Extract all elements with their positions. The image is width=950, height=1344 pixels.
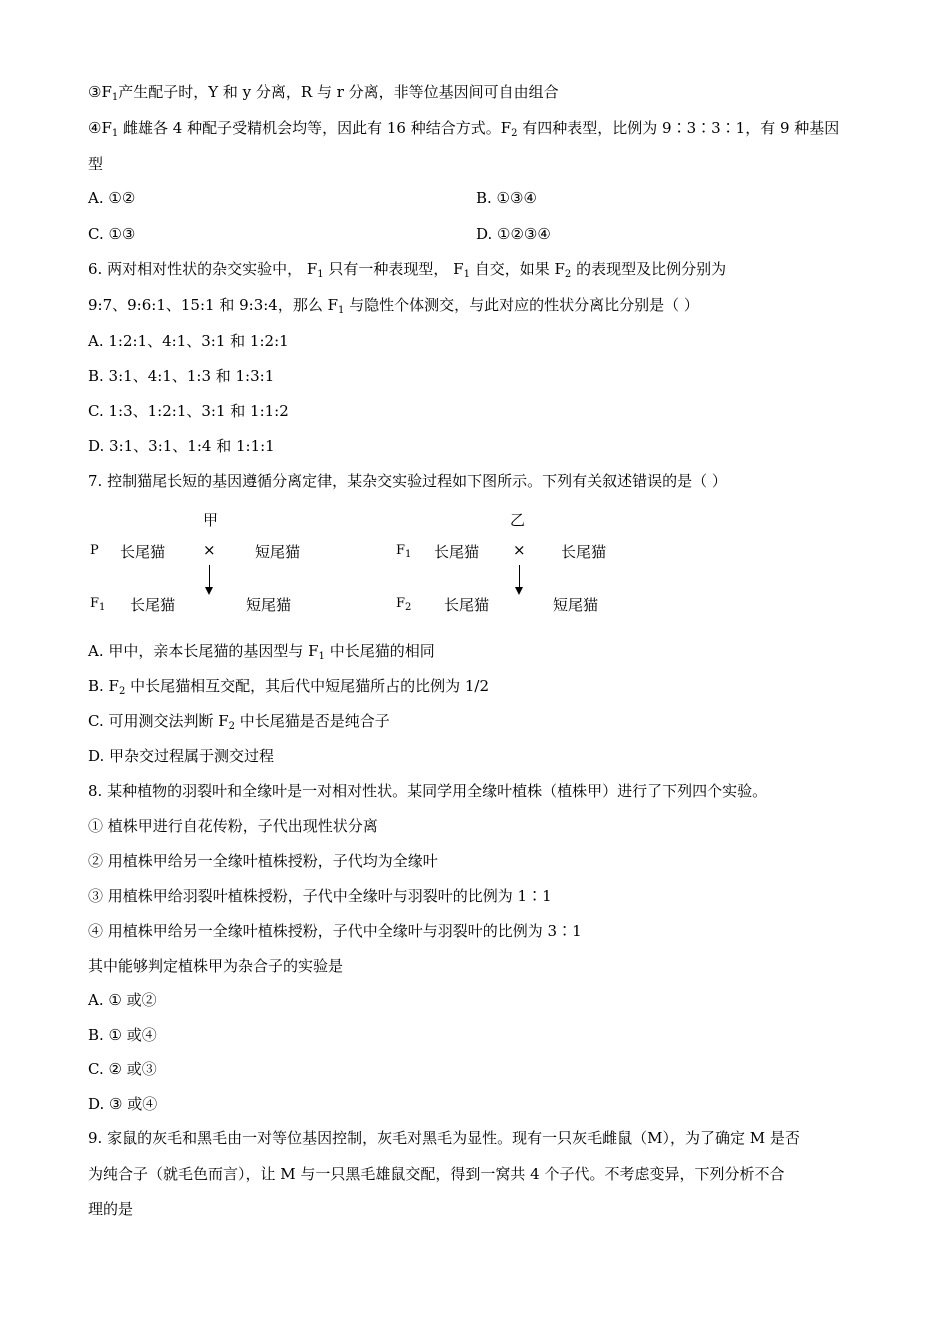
q5-statement-4-cont: 型: [88, 155, 104, 173]
left-parent-2: 短尾猫: [255, 543, 301, 561]
generation-f1-left: $F_1$: [90, 596, 106, 613]
cross-diagram: [0, 505, 950, 625]
q8-question: 其中能够判定植株甲为杂合子的实验是: [88, 957, 344, 975]
left-offspring-1: 长尾猫: [130, 596, 176, 614]
q5-option-c: C. ①③: [88, 225, 136, 243]
left-cross-symbol: ×: [203, 541, 216, 559]
q7-stem: 7. 控制猫尾长短的基因遵循分离定律，某杂交实验过程如下图所示。下列有关叙述错误的是（ ）: [88, 472, 727, 490]
q7-option-c: C. 可用测交法判断 $F_2$ 中长尾猫是否是纯合子: [88, 712, 390, 732]
generation-f1-right: $F_1$: [396, 543, 412, 560]
q6-option-c: C. 1:3、1:2:1、3:1 和 1:1:2: [88, 402, 289, 420]
cross-label-yi: 乙: [510, 511, 526, 529]
left-parent-1: 长尾猫: [120, 543, 166, 561]
q5-option-d: D. ①②③④: [476, 225, 551, 243]
q9-stem-line3: 理的是: [88, 1200, 134, 1218]
right-arrow-head: [515, 587, 523, 595]
left-offspring-2: 短尾猫: [246, 596, 292, 614]
right-offspring-2: 短尾猫: [553, 596, 599, 614]
q8-stem: 8. 某种植物的羽裂叶和全缘叶是一对相对性状。某同学用全缘叶植株（植株甲）进行了下列四个实验。: [88, 782, 768, 800]
right-cross-symbol: ×: [513, 541, 526, 559]
q9-stem-line2: 为纯合子（就毛色而言），让 M 与一只黑毛雄鼠交配，得到一窝共 4 个子代。不考虑变异，下列分析不合: [88, 1165, 785, 1183]
right-parent-2: 长尾猫: [561, 543, 607, 561]
q8-experiment-3: ③ 用植株甲给羽裂叶植株授粉，子代中全缘叶与羽裂叶的比例为 1∶1: [88, 887, 552, 905]
right-parent-1: 长尾猫: [434, 543, 480, 561]
right-offspring-1: 长尾猫: [444, 596, 490, 614]
q5-statement-3: $③F_1$产生配子时，Y 和 y 分离，R 与 r 分离，非等位基因间可自由组合: [88, 83, 559, 103]
q7-option-a: A. 甲中，亲本长尾猫的基因型与 $F_1$ 中长尾猫的相同: [88, 642, 435, 662]
cross-label-jia: 甲: [203, 511, 219, 529]
q6-option-b: B. 3:1、4:1、1:3 和 1:3:1: [88, 367, 275, 385]
q8-option-b: B. ① 或④: [88, 1026, 157, 1044]
left-arrow-shaft: [209, 565, 210, 589]
right-arrow-shaft: [519, 565, 520, 589]
q6-option-a: A. 1:2:1、4:1、3:1 和 1:2:1: [88, 332, 289, 350]
generation-f2: $F_2$: [396, 596, 412, 613]
q9-stem-line1: 9. 家鼠的灰毛和黑毛由一对等位基因控制，灰毛对黑毛为显性。现有一只灰毛雌鼠（M），为了确定 M 是否: [88, 1129, 800, 1147]
q6-stem-line2: 9:7、9:6:1、15:1 和 9:3:4，那么 $F_1$ 与隐性个体测交，与此对应的性状分离比分别是（ ）: [88, 296, 699, 316]
q8-experiment-4: ④ 用植株甲给另一全缘叶植株授粉，子代中全缘叶与羽裂叶的比例为 3∶1: [88, 922, 582, 940]
q6-stem-line1: 6. 两对相对性状的杂交实验中， $F_1$ 只有一种表现型， $F_1$ 自交，如果 $F_2$ 的表现型及比例分别为: [88, 260, 727, 280]
q8-experiment-1: ① 植株甲进行自花传粉，子代出现性状分离: [88, 817, 378, 835]
q7-option-b: B. $F_2$ 中长尾猫相互交配，其后代中短尾猫所占的比例为 1/2: [88, 677, 490, 697]
left-arrow-head: [205, 587, 213, 595]
q5-option-b: B. ①③④: [476, 189, 537, 207]
q5-option-a: A. ①②: [88, 189, 136, 207]
q6-option-d: D. 3:1、3:1、1:4 和 1:1:1: [88, 437, 275, 455]
q8-experiment-2: ② 用植株甲给另一全缘叶植株授粉，子代均为全缘叶: [88, 852, 438, 870]
q8-option-c: C. ② 或③: [88, 1060, 157, 1078]
generation-p: P: [90, 543, 99, 558]
q8-option-d: D. ③ 或④: [88, 1095, 158, 1113]
q8-option-a: A. ① 或②: [88, 991, 157, 1009]
q5-statement-4: $④F_1$ 雌雄各 4 种配子受精机会均等，因此有 16 种结合方式。$F_2$ 有四种表型，比例为 9∶3∶3∶1，有 9 种基因: [88, 119, 840, 139]
q7-option-d: D. 甲杂交过程属于测交过程: [88, 747, 275, 765]
